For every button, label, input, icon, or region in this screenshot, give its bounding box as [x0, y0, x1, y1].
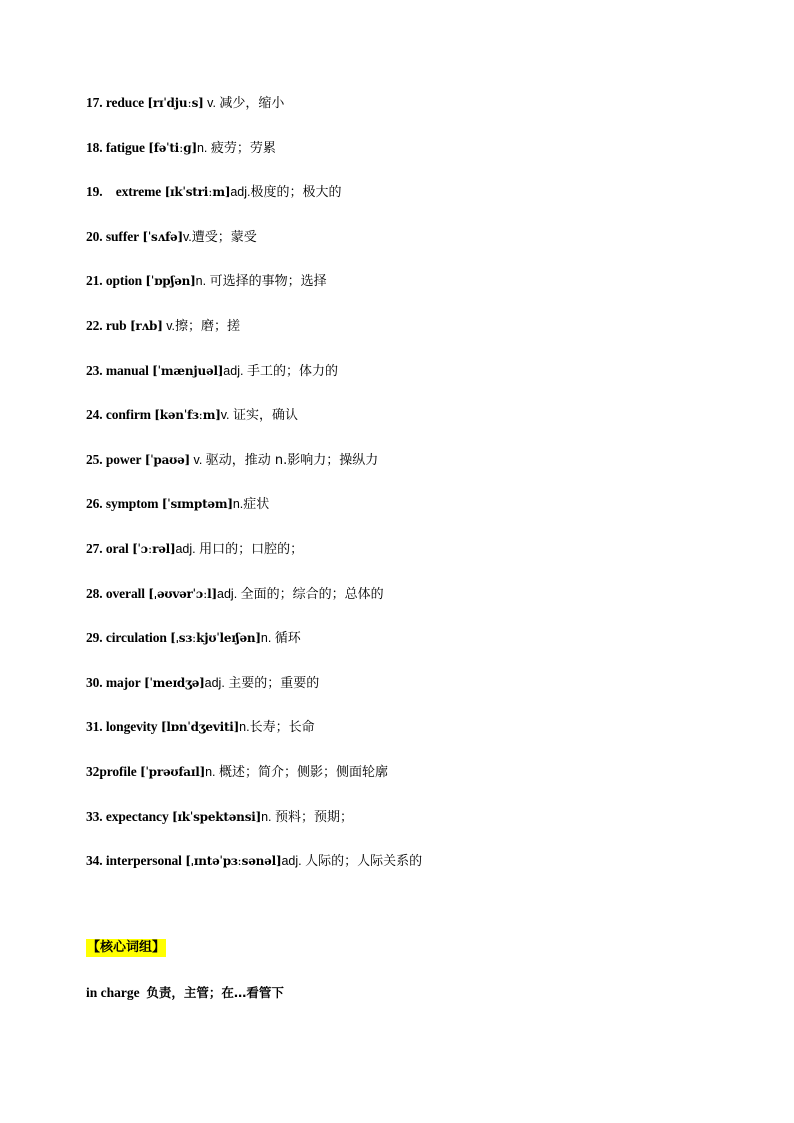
definition: 证实，确认	[233, 408, 299, 424]
vocab-word: major	[105, 674, 141, 690]
part-of-speech: adj.	[175, 541, 200, 556]
phonetic: [ɪkˈspektənsi]	[171, 809, 262, 824]
part-of-speech: v.	[220, 408, 234, 423]
part-of-speech: n.	[196, 140, 211, 155]
part-of-speech: v.	[190, 452, 206, 467]
vocab-word: confirm	[105, 407, 151, 423]
vocab-word: extreme	[115, 184, 162, 200]
definition: 减少，缩小	[219, 96, 285, 111]
vocab-word: manual	[105, 362, 149, 378]
part-of-speech: adj.	[217, 586, 241, 601]
vocab-item	[86, 450, 766, 495]
phrase-list	[86, 983, 284, 1003]
vocab-item	[86, 494, 766, 539]
part-of-speech: adj.	[281, 854, 306, 869]
vocab-item	[86, 673, 766, 718]
definition: 擦；磨；搓	[175, 318, 241, 334]
phonetic: [ˌɪntəˈpɜːsənəl]	[185, 854, 282, 869]
phonetic: [lɒnˈdʒeviti]	[160, 720, 240, 735]
part-of-speech: adj.	[230, 185, 251, 200]
item-number: 20.	[86, 228, 103, 244]
vocab-word: symptom	[105, 496, 159, 512]
item-number: 32	[86, 763, 100, 779]
phonetic: [rʌb]	[129, 318, 163, 333]
phonetic: [ˈsʌfə]	[142, 229, 183, 244]
phonetic: [ˌsɜːkjʊˈleɪʃən]	[170, 631, 261, 646]
phonetic: [ˈɔːrəl]	[132, 541, 176, 556]
vocab-word: profile	[99, 763, 137, 779]
phonetic: [rɪˈdjuːs]	[147, 96, 204, 110]
definition: 主要的；重要的	[228, 675, 320, 691]
number-gap	[103, 184, 116, 199]
definition: 疲劳；劳累	[210, 140, 276, 156]
item-number: 22.	[86, 317, 103, 333]
part-of-speech: v.	[162, 318, 175, 333]
phonetic: [ˌəʊvərˈɔːl]	[148, 586, 218, 601]
item-number: 26.	[86, 496, 103, 512]
phrase-text: in charge	[86, 985, 140, 1000]
vocab-word: reduce	[105, 95, 144, 110]
phonetic: [ˈmeɪdʒə]	[143, 675, 205, 690]
vocab-item	[86, 807, 766, 852]
vocab-word: circulation	[105, 630, 167, 646]
vocab-item	[86, 271, 766, 316]
definition: 可选择的事物；选择	[209, 274, 327, 290]
part-of-speech: n.	[261, 809, 276, 824]
section-heading-core-phrases: 【核心词组】	[87, 940, 166, 955]
definition: 预料；预期；	[275, 809, 354, 825]
phrase-item	[86, 983, 284, 1003]
vocab-item	[86, 316, 766, 361]
vocab-word: longevity	[105, 719, 158, 735]
item-number: 34.	[86, 853, 103, 869]
definition: 人际的；人际关系的	[305, 854, 423, 870]
vocab-word: overall	[105, 585, 145, 601]
item-number: 21.	[86, 273, 103, 289]
definition: 遭受；蒙受	[191, 229, 257, 245]
item-number: 29.	[86, 630, 103, 646]
item-number: 18.	[86, 139, 103, 155]
vocab-item	[86, 717, 766, 762]
vocab-word: fatigue	[105, 139, 145, 155]
item-number: 33.	[86, 808, 103, 824]
vocab-item	[86, 138, 766, 183]
phonetic: [ˈmænjuəl]	[152, 363, 224, 378]
vocab-item	[86, 584, 766, 629]
vocab-item	[86, 182, 766, 227]
vocab-item	[86, 762, 766, 807]
definition: 极度的；极大的	[250, 185, 342, 201]
definition: 全面的；综合的；总体的	[240, 586, 384, 602]
item-number: 19.	[86, 184, 103, 200]
definition: 手工的；体力的	[246, 363, 338, 379]
part-of-speech: adj.	[223, 363, 247, 378]
part-of-speech: n.	[239, 720, 250, 735]
vocab-word: rub	[105, 317, 127, 333]
part-of-speech: n.	[260, 631, 275, 646]
item-number: 31.	[86, 719, 103, 735]
part-of-speech: adj.	[204, 675, 229, 690]
vocab-word: suffer	[105, 228, 139, 244]
vocab-item	[86, 851, 766, 896]
vocab-word: interpersonal	[105, 853, 182, 869]
vocab-word: option	[105, 273, 143, 289]
definition: 用口的；口腔的；	[199, 541, 304, 557]
vocab-item	[86, 539, 766, 584]
definition: 概述；简介；侧影；侧面轮廓	[219, 764, 389, 780]
phonetic: [fəˈtiːɡ]	[148, 140, 197, 155]
phrase-definition: 负责，主管；在…看管下	[146, 985, 284, 1000]
phonetic: [ˈsɪmptəm]	[161, 497, 233, 512]
part-of-speech: n.	[195, 274, 210, 289]
vocab-word: oral	[105, 540, 129, 556]
phonetic: [ˈprəʊfaɪl]	[139, 764, 206, 779]
definition: 循环	[274, 631, 301, 647]
item-number: 30.	[86, 674, 103, 690]
vocab-item	[86, 227, 766, 272]
phonetic: [ˈpaʊə]	[144, 452, 191, 467]
phonetic: [kənˈfɜːm]	[154, 408, 221, 423]
phonetic: [ɪkˈstriːm]	[164, 185, 231, 200]
definition: 驱动，推动 n.影响力；操纵力	[205, 452, 379, 468]
item-number: 24.	[86, 407, 103, 423]
vocab-item	[86, 361, 766, 406]
item-number: 23.	[86, 362, 103, 378]
definition: 长寿；长命	[249, 720, 315, 736]
item-number: 28.	[86, 585, 103, 601]
item-number: 27.	[86, 540, 103, 556]
part-of-speech: n.	[205, 764, 219, 779]
phonetic: [ˈɒpʃən]	[145, 274, 196, 289]
part-of-speech: v.	[203, 96, 220, 110]
part-of-speech: v.	[182, 229, 192, 244]
vocab-word: power	[105, 451, 142, 467]
vocab-item	[86, 405, 766, 450]
vocab-item	[86, 93, 766, 138]
part-of-speech: n.	[232, 497, 244, 512]
definition: 症状	[243, 497, 270, 513]
item-number: 17.	[86, 95, 103, 110]
vocab-word: expectancy	[105, 808, 169, 824]
item-number: 25.	[86, 451, 103, 467]
vocab-item	[86, 628, 766, 673]
vocabulary-list	[86, 93, 766, 896]
